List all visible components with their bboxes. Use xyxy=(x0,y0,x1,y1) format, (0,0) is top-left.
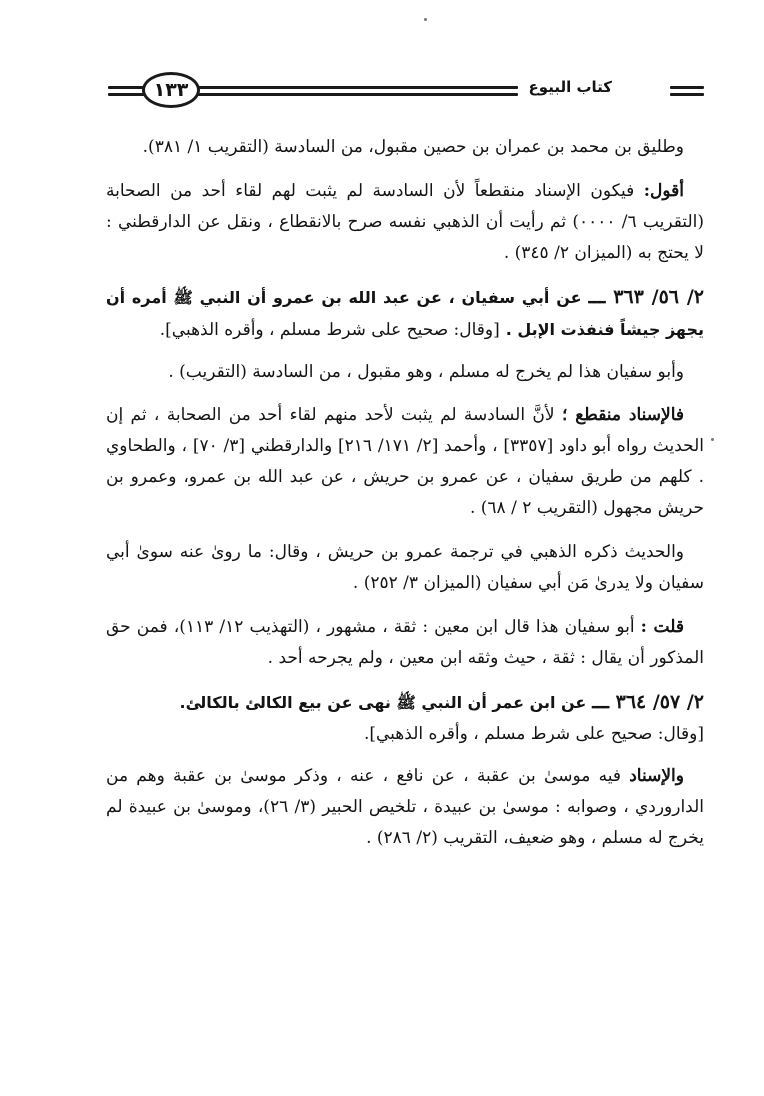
header-rule-right-bottom xyxy=(670,93,704,96)
paragraph-lead: فالإسناد منقطع ؛ xyxy=(561,405,685,425)
hadith-number: ٢/ ٥٧/ ٣٦٤ ـــ xyxy=(592,691,704,713)
scan-speck xyxy=(711,438,714,441)
hadith-364 xyxy=(106,687,704,750)
hadith-verdict: [وقال: صحيح على شرط مسلم ، وأقره الذهبي]. xyxy=(159,320,500,340)
paragraph-dhahabi xyxy=(106,537,704,599)
paragraph-lead: والإسناد xyxy=(629,766,684,786)
header-rule-right-top xyxy=(670,86,704,89)
paragraph-qultu xyxy=(106,612,704,674)
hadith-text: عن ابن عمر أن النبي ﷺ نهى عن بيع الكالئ بالكالئ. xyxy=(179,693,587,712)
paragraph-text: والحديث ذكره الذهبي في ترجمة عمرو بن حريش ، وقال: ما روىٰ عنه سوىٰ أبي سفيان ولا يدرىٰ مَن أبي سفيان (الميزان ٣/ ٢٥٢) . xyxy=(106,542,704,593)
hadith-verdict: [وقال: صحيح على شرط مسلم ، وأقره الذهبي]. xyxy=(363,724,704,744)
book-title: كتاب البيوع xyxy=(528,78,612,96)
hadith-text: عن أبي سفيان ، عن عبد الله بن عمرو أن النبي ﷺ أمره أن يجهز جيشاً فنفذت الإبل . xyxy=(106,288,704,339)
page-content xyxy=(106,132,704,867)
paragraph-abu-sufyan xyxy=(106,357,704,388)
page-number-badge: ١٣٣ xyxy=(142,72,200,108)
paragraph-lead: قلت : xyxy=(640,617,685,637)
hadith-number: ٢/ ٥٦/ ٣٦٣ ـــ xyxy=(588,286,704,308)
paragraph-text: وأبو سفيان هذا لم يخرج له مسلم ، وهو مقبول ، من السادسة (التقريب) . xyxy=(168,362,684,382)
header-rule-middle-bottom xyxy=(196,93,518,96)
paragraph-text: فيكون الإسناد منقطعاً لأن السادسة لم يثبت لهم لقاء أحد من الصحابة (التقريب ٦/ ٠٠٠٠) ثم رأيت أن الذهبي نفسه صرح بالانقطاع ، ونقل عن الدارقطني : لا يحتج به (الميزان ٢/ ٣٤٥) . xyxy=(106,181,704,263)
scan-speck xyxy=(424,18,427,21)
paragraph-text: وطليق بن محمد بن عمران بن حصين مقبول، من السادسة (التقريب ١/ ٣٨١). xyxy=(142,137,684,157)
paragraph-lead: أقول: xyxy=(643,181,684,201)
paragraph-isnad-munqati xyxy=(106,400,704,524)
page-header xyxy=(108,68,704,114)
paragraph-text: لأنَّ السادسة لم يثبت لأحد منهم لقاء أحد من الصحابة ، ثم إن الحديث رواه أبو داود [٣٣٥٧] ، وأحمد [٢/ ١٧١/ ٢١٦] والدارقطني [٣/ ٧٠] ، والطحاوي . كلهم من طريق سفيان ، عن عمرو بن حريش ، عن عبد الله بن عمرو، وعمرو بن حريش مجهول (التقريب ٢ / ٦٨) . xyxy=(106,405,705,518)
paragraph-text: أبو سفيان هذا قال ابن معين : ثقة ، مشهور ، (التهذيب ١٢/ ١١٣)، فمن حق المذكور أن يقال : ثقة ، حيث وثقه ابن معين ، ولم يجرحه أحد . xyxy=(106,617,704,668)
paragraph-aqool xyxy=(106,176,704,269)
paragraph-talik xyxy=(106,132,704,163)
paragraph-text: فيه موسىٰ بن عقبة ، عن نافع ، عنه ، وذكر موسىٰ بن عقبة وهم من الداروردي ، وصوابه : موسىٰ بن عبيدة ، تلخيص الحبير (٣/ ٢٦)، وموسىٰ بن عبيدة لم يخرج له مسلم ، وهو ضعيف، التقريب (٢/ ٢٨٦) . xyxy=(106,766,705,848)
header-rule-middle-top xyxy=(196,86,518,89)
hadith-363 xyxy=(106,282,704,346)
paragraph-isnad-musa xyxy=(106,761,704,854)
